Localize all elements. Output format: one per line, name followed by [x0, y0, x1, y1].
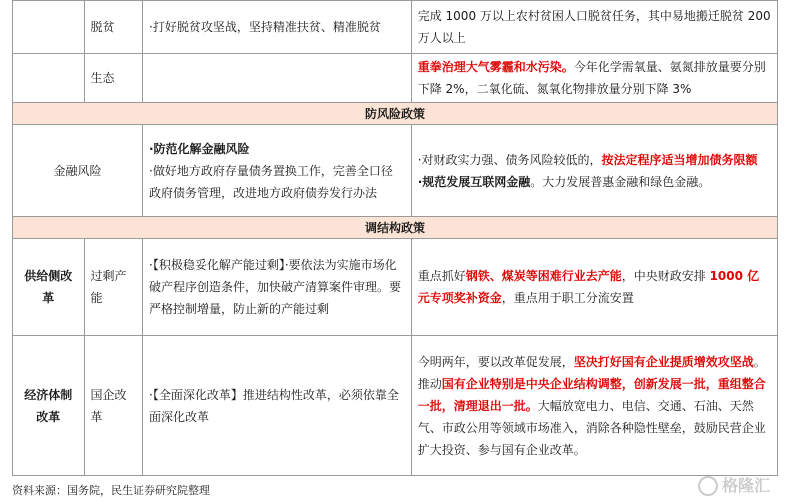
- highlight-text: 重拳治理大气雾霾和水污染。: [417, 60, 574, 74]
- policy-table: [12, 0, 778, 476]
- highlight-text: 按法定程序适当增加债务限额: [601, 152, 758, 167]
- detail-text: 今明两年，要以改革促发展，: [417, 354, 574, 369]
- logo-icon: [698, 476, 718, 496]
- policy-cell: [143, 125, 412, 217]
- bold-text: ·规范发展互联网金融: [417, 174, 531, 189]
- detail-cell: [411, 54, 777, 103]
- detail-text: 。大力发展普惠金融和绿色金融。: [530, 174, 711, 189]
- table-row: [13, 1, 778, 54]
- highlight-text: 国有企业特别是中央企业结构调整，创新发展一批，重组整合一批，清理退出一批。: [417, 376, 766, 413]
- policy-cell: ·【全面深化改革】推进结构性改革，必须依靠全面深化改革: [143, 336, 412, 476]
- section-row: [13, 217, 778, 239]
- policy-title: ·防范化解金融风险: [149, 141, 250, 156]
- detail-text: 大幅放宽电力、电信、交通、石油、天然气、市政公用等领域市场准入，消除各种隐性壁垒，鼓励民营企业扩大投资、参与国有企业改革。: [417, 398, 766, 457]
- policy-cell: [143, 54, 412, 103]
- detail-text: ，中央财政安排: [621, 269, 710, 283]
- row-label: 过剩产能: [84, 239, 143, 336]
- detail-text: 。推动: [417, 354, 766, 391]
- policy-cell: ·打好脱贫攻坚战，坚持精准扶贫、精准脱贫: [143, 1, 412, 54]
- detail-text: ，重点用于职工分流安置: [501, 291, 634, 305]
- section-header: 防风险政策: [13, 103, 778, 125]
- detail-cell: 完成 1000 万以上农村贫困人口脱贫任务，其中易地搬迁脱贫 200 万人以上: [411, 1, 777, 54]
- detail-text: 重点抓好: [417, 269, 466, 283]
- category-cell: 经济体制改革: [13, 336, 85, 476]
- watermark: [698, 473, 770, 497]
- section-header: 调结构政策: [13, 217, 778, 239]
- blank-cell: [13, 1, 85, 54]
- source-note: 资料来源：国务院，民生证券研究院整理: [12, 484, 210, 497]
- detail-text: ·对财政实力强、债务风险较低的，: [417, 152, 602, 167]
- policy-cell: ·【积极稳妥化解产能过剩】·要依法为实施市场化破产程序创造条件，加快破产清算案件审理。要严格控制增量，防止新的产能过剩: [143, 239, 412, 336]
- table-row: [13, 336, 778, 476]
- highlight-text: 1000 亿元专项奖补资金: [417, 269, 760, 305]
- row-label: 生态: [84, 54, 143, 103]
- detail-cell: [411, 125, 777, 217]
- blank-cell: [13, 54, 85, 103]
- detail-cell: [411, 239, 777, 336]
- highlight-text: 坚决打好国有企业提质增效攻坚战: [573, 354, 754, 369]
- highlight-text: 钢铁、煤炭等困难行业去产能: [465, 269, 622, 283]
- table-row: [13, 239, 778, 336]
- category-cell: 供给侧改革: [13, 239, 85, 336]
- detail-text: 今年化学需氧量、氨氮排放量要分别下降 2%，二氧化硫、氮氧化物排放量分别下降 3%: [417, 60, 766, 96]
- row-label: 国企改革: [84, 336, 143, 476]
- table-row: [13, 54, 778, 103]
- table-row: [13, 125, 778, 217]
- policy-text: ·做好地方政府存量债务置换工作，完善全口径政府债务管理，改进地方政府债券发行办法: [149, 163, 393, 200]
- detail-cell: [411, 336, 777, 476]
- category-cell: 金融风险: [13, 125, 143, 217]
- watermark-text: 格隆汇: [721, 475, 770, 495]
- section-row: [13, 103, 778, 125]
- row-label: 脱贫: [84, 1, 143, 54]
